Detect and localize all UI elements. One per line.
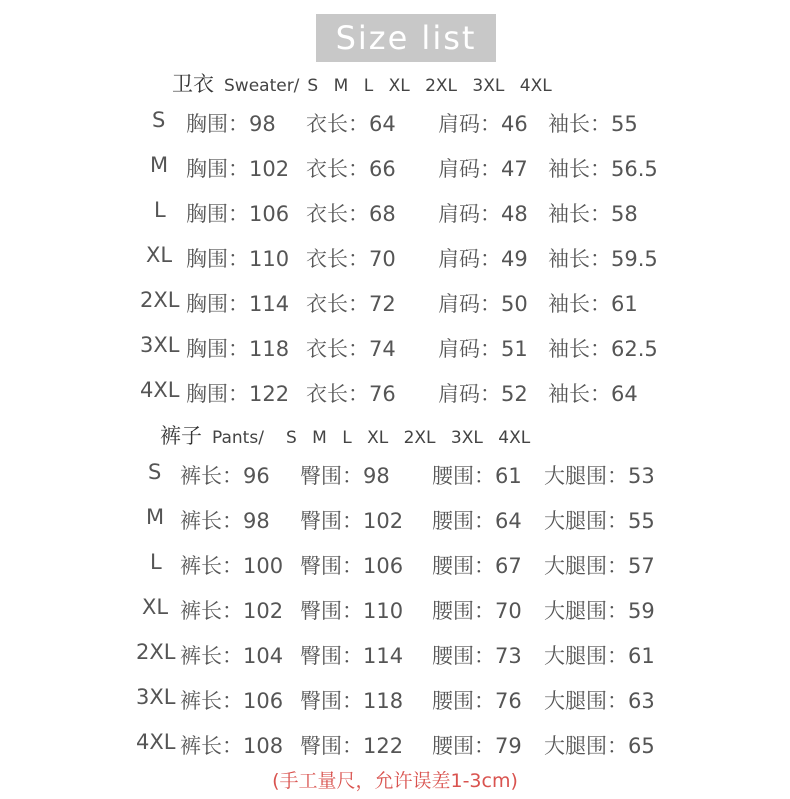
size-label: XL [146,243,173,267]
thigh-value: 大腿围：59 [544,599,655,623]
pants-sizes-line: S M L XL 2XL 3XL 4XL [285,428,531,448]
size-label: 3XL [136,685,176,709]
sweater-sizes-line: S M L XL 2XL 3XL 4XL [307,76,552,96]
sleeve-value: 袖长：55 [548,112,638,136]
sweater-row [0,288,790,328]
sleeve-value: 袖长：62.5 [548,337,658,361]
waist-value: 腰围：73 [432,644,522,668]
chest-value: 胸围：118 [186,337,290,361]
pants-row [0,730,790,770]
pants-heading-en: Pants/ [212,428,264,448]
length-value: 衣长：74 [306,337,396,361]
hip-value: 臀围：110 [300,599,404,623]
sweater-row [0,243,790,283]
hip-value: 臀围：106 [300,554,404,578]
pants-length-value: 裤长：106 [180,689,284,713]
chest-value: 胸围：110 [186,247,290,271]
pants-row [0,505,790,545]
size-label: S [148,460,162,484]
pants-row [0,595,790,635]
sleeve-value: 袖长：59.5 [548,247,658,271]
size-label: XL [142,595,169,619]
size-label: L [150,550,162,574]
sweater-row [0,198,790,238]
shoulder-value: 肩码：47 [438,157,528,181]
thigh-value: 大腿围：53 [544,464,655,488]
size-label: L [154,198,166,222]
size-label: 2XL [140,288,180,312]
thigh-value: 大腿围：61 [544,644,655,668]
shoulder-value: 肩码：49 [438,247,528,271]
waist-value: 腰围：64 [432,509,522,533]
pants-row [0,685,790,725]
sleeve-value: 袖长：64 [548,382,638,406]
shoulder-value: 肩码：48 [438,202,528,226]
waist-value: 腰围：67 [432,554,522,578]
shoulder-value: 肩码：51 [438,337,528,361]
hip-value: 臀围：98 [300,464,390,488]
length-value: 衣长：76 [306,382,396,406]
pants-row [0,550,790,590]
pants-length-value: 裤长：104 [180,644,284,668]
hip-value: 臀围：102 [300,509,404,533]
hip-value: 臀围：118 [300,689,404,713]
hip-value: 臀围：122 [300,734,404,758]
sweater-row [0,108,790,148]
waist-value: 腰围：70 [432,599,522,623]
pants-length-value: 裤长：96 [180,464,270,488]
length-value: 衣长：72 [306,292,396,316]
thigh-value: 大腿围：55 [544,509,655,533]
sleeve-value: 袖长：61 [548,292,638,316]
pants-heading-cn: 裤子 [160,424,202,448]
chest-value: 胸围：102 [186,157,290,181]
shoulder-value: 肩码：52 [438,382,528,406]
shoulder-value: 肩码：46 [438,112,528,136]
size-label: 2XL [136,640,176,664]
thigh-value: 大腿围：63 [544,689,655,713]
chest-value: 胸围：114 [186,292,290,316]
chest-value: 胸围：98 [186,112,276,136]
sweater-row [0,333,790,373]
sweater-heading-en: Sweater/ [224,76,300,96]
pants-row [0,640,790,680]
pants-length-value: 裤长：98 [180,509,270,533]
size-label: M [146,505,165,529]
sweater-heading [172,68,552,98]
size-list-title: Size list [316,14,496,62]
shoulder-value: 肩码：50 [438,292,528,316]
chest-value: 胸围：106 [186,202,290,226]
sweater-row [0,153,790,193]
sleeve-value: 袖长：56.5 [548,157,658,181]
sleeve-value: 袖长：58 [548,202,638,226]
length-value: 衣长：70 [306,247,396,271]
hip-value: 臀围：114 [300,644,404,668]
pants-length-value: 裤长：100 [180,554,284,578]
chest-value: 胸围：122 [186,382,290,406]
size-label: 3XL [140,333,180,357]
pants-row [0,460,790,500]
thigh-value: 大腿围：57 [544,554,655,578]
size-label: M [150,153,169,177]
thigh-value: 大腿围：65 [544,734,655,758]
pants-length-value: 裤长：102 [180,599,284,623]
pants-heading [160,420,530,450]
size-label: 4XL [136,730,176,754]
size-label: 4XL [140,378,180,402]
length-value: 衣长：68 [306,202,396,226]
waist-value: 腰围：76 [432,689,522,713]
measurement-note: (手工量尺，允许误差1-3cm) [272,770,518,792]
waist-value: 腰围：79 [432,734,522,758]
sweater-row [0,378,790,418]
size-label: S [152,108,166,132]
waist-value: 腰围：61 [432,464,522,488]
sweater-heading-cn: 卫衣 [172,72,214,96]
length-value: 衣长：66 [306,157,396,181]
length-value: 衣长：64 [306,112,396,136]
pants-length-value: 裤长：108 [180,734,284,758]
